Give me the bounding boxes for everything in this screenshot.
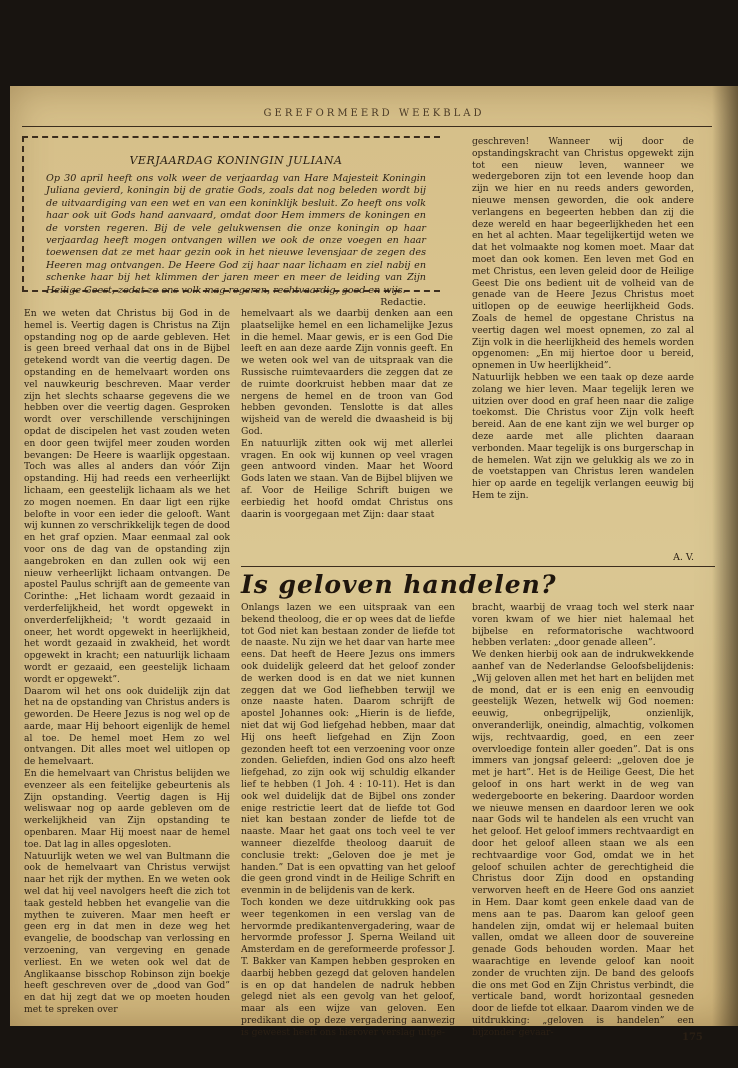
page-edge-shadow: [712, 86, 738, 1026]
announcement-body: [46, 173, 426, 309]
running-head: GEREFORMEERD WEEKBLAD: [263, 108, 485, 119]
article2-headline: Is geloven handelen?: [241, 570, 557, 599]
page-number: 175: [682, 1032, 703, 1043]
section-rule: [241, 566, 715, 567]
announcement-signature: Redactie.: [380, 297, 426, 309]
article2-column-1: Onlangs lazen we een uitspraak van een bekend theoloog, die er op wees dat de liefde tot God niet kan bestaan zonder de liefde tot de naaste. Nu zijn we het daar van harte mee eens. Dat heeft de Heere Jezus ons immers ook duidelijk geleerd dat het geloof zonder de werken dood is en dat we niet kunnen zeggen dat we God liefhebben terwijl we onze naaste haten. Daarom schrijft de apostel Johannes ook: „Hierin is de liefde, niet dat wij God liefgehad hebben, maar dat Hij ons heeft liefgehad en Zijn Zoon gezonden heeft tot een verzoening voor onze zonden. Geliefden, indien God ons alzo heeft liefgehad, zo zijn ook wij schuldig elkander lief te hebben (1 Joh. 4 : 10-11). Het is dan ook wel duidelijk dat de Bijbel ons zonder enige restrictie leert dat de liefde tot God niet kan bestaan zonder de liefde tot de naaste. Maar het gaat ons toch veel te ver wanneer diezelfde theoloog daaruit de conclusie trekt: „Geloven doe je met je handen.” Dat is een opvatting van het geloof die geen grond vindt in de Heilige Schrift en evenmin in de belijdenis van de kerk. Toch konden we deze uitdrukking ook pas weer tegenkomen in een verslag van de hervormde predikantenvergadering, waar de hervormde professor J. Sperna Weiland uit Amsterdam en de gereformeerde professor J. T. Bakker van Kampen hebben gesproken en daarbij hebben gezegd dat geloven handelen is en op dat handelen de nadruk hebben gelegd niet als een gevolg van het geloof, maar als een wijze van geloven. Een predikant die op deze vergadering aanwezig is geweest heeft ons hierover verslag uitge-: [241, 602, 455, 1038]
article1-signature: A. V.: [673, 552, 694, 563]
announcement-text: Op 30 april heeft ons volk weer de verjaardag van Hare Majesteit Koningin Juliana gevierd, koningin bij de gratie Gods, zoals dat nog beleden wordt bij de uitvaardiging van een wet en van een koninklijk besluit. Zo heeft ons volk haar ook uit Gods hand aanvaard, omdat door Hem immers de koningen en de vorsten regeren. Bij de vele gelukwensen die onze koningin op haar verjaardag heeft mogen ontvangen willen we ook de onze voegen en haar toewensen dat ze met haar gezin ook in het nieuwe levensjaar de zegen des Heeren mag ontvangen. De Heere God zij haar naar lichaam en ziel nabij en schenke haar bij het klimmen der jaren meer en meer de leiding van Zijn Heilige Geest, zodat ze ons volk mag regeren, rechtvaardig, goed en wijs.: [46, 173, 426, 296]
top-rule: [22, 126, 712, 127]
article1-column-1: En we weten dat Christus bij God in de hemel is. Veertig dagen is Christus na Zijn opstanding nog op de aarde gebleven. Het is geen breed verhaal dat ons in de Bijbel getekend wordt van die veertig dagen. De opstanding en de hemelvaart worden ons vel nauwkeurig beschreven. Maar verder zijn het slechts schaarse gegevens die we hebben over die veertig dagen. Gesproken wordt over verschillende verschijningen opdat de discipelen het vast zouden weten en door geen twijfel meer zouden worden bevangen: De Heere is waarlijk opgestaan. Toch was alles al anders dan vóór Zijn opstanding. Hij had reeds een verheerlijkt lichaam, een geestelijk lichaam als we het zo mogen noemen. En daar ligt een rijke belofte in voor een ieder die gelooft. Want wij kunnen zo verschrikkelijk tegen de dood en het graf opzien. Maar eenmaal zal ook voor ons de dag van de opstanding zijn aangebroken en dan zullen ook wij een nieuw verheerlijkt lichaam ontvangen. De apostel Paulus schrijft aan de gemeente van Corinthe: „Het lichaam wordt gezaaid in verderfelijkheid, het wordt opgewekt in onverderfelijkheid; 't wordt gezaaid in oneer, het wordt opgewekt in heerlijkheid, het wordt gezaaid in zwakheid, het wordt opgewekt in kracht; een natuurlijk lichaam wordt er gezaaid, een geestelijk lichaam wordt er opgewekt”. Daarom wil het ons ook duidelijk zijn dat het na de opstanding van Christus anders is geworden. De Heere Jezus is nog wel op de aarde, maar Hij behoort eigenlijk de hemel al toe. De hemel moet Hem zo wel ontvangen. Dit alles moet wel uitlopen op de hemelvaart. En die hemelvaart van Christus belijden we evenzeer als een feitelijke gebeurtenis als Zijn opstanding. Veertig dagen is Hij weliswaar nog op aarde gebleven om de werkelijkheid van Zijn opstanding te openbaren. Maar Hij moest naar de hemel toe. Dat lag in alles opgesloten. Natuurlijk weten we wel van Bultmann die ook de hemelvaart van Christus verwijst naar het rijk der mythen. En we weten ook wel dat hij veel navolgers heeft die zich tot taak gesteld hebben het evangelie van die mythen te zuiveren. Maar men heeft er geen erg in dat men in deze weg het evangelie, de boodschap van verlossing en verzoening, van vergeving en genade verliest. En we weten ook wel dat de Anglikaanse bisschop Robinson zijn boekje heeft geschreven over de „dood van God” en dat hij zegt dat we op moeten houden met te spreken over: [24, 308, 230, 1016]
article1-column-2: hemelvaart als we daarbij denken aan een plaatselijke hemel en een lichamelijke Jezus in die hemel. Maar gewis, er is een God Die leeft en aan deze aarde Zijn vonnis geeft. En we weten ook wel van de uitspraak van die Russische ruimtevaarders die zeggen dat ze de ruimte doorkruist hebben maar dat ze nergens de hemel en de troon van God hebben gevonden. Tenslotte is dat alles wijsheid van de wereld die dwaasheid is bij God. En natuurlijk zitten ook wij met allerlei vragen. En ook wij kunnen op veel vragen geen antwoord vinden. Maar het Woord Gods laten we staan. Van de Bijbel blijven we af. Voor de Heilige Schrift buigen we eerbiedig het hoofd omdat Christus ons daarin is voorgegaan met Zijn: daar staat: [241, 308, 453, 520]
newspaper-page: [10, 86, 738, 1043]
article1-column-3: geschreven! Wanneer wij door de opstandingskracht van Christus opgewekt zijn tot een nieuw leven, wanneer we wedergeboren zijn tot een levende hoop dan zijn we hier en nu reeds anders geworden, nieuwe mensen geworden, die ook andere verlangens en begeerten hebben dan zij die deze wereld en haar begeerlijkheden het een en het al achten. Maar tegelijkertijd weten we dat het volmaakte nog komen moet. Maar dat moet dan ook komen. Een leven met God en met Christus, een leven geleid door de Heilige Geest Die ons bedient uit de volheid van de genade van de Heere Jezus Christus moet uitlopen op de eeuwige heerlijkheid Gods. Zoals de hemel de opgestane Christus na veertig dagen wel moest opnemen, zo zal al Zijn volk in die heerlijkheid des hemels worden opgenomen: „En mij hiertoe door u bereid, opnemen in Uw heerlijkheid”. Natuurlijk hebben we een taak op deze aarde zolang we hier leven. Maar tegelijk leren we uitzien over dood en graf heen naar die zalige toekomst. Die Christus voor Zijn volk heeft bereid. Aan de ene kant zijn we wel burger op deze aarde met alle plichten daaraan verbonden. Maar tegelijk is ons burgerschap in de hemelen. Wat zijn we gelukkig als we zo in de voetstappen van Christus leren wandelen hier op aarde en tegelijk verlangen eeuwig bij Hem te zijn.: [472, 136, 694, 501]
announcement-title: VERJAARDAG KONINGIN JULIANA: [129, 154, 343, 167]
article2-column-2: bracht, waarbij de vraag toch wel sterk naar voren kwam of we hier niet halemaal het bijbelse en reformatorische wachtwoord hebben verlaten: „door genade alleen”. We denken hierbij ook aan de indrukwekkende aanhef van de Nederlandse Geloofsbelijdenis: „Wij geloven allen met het hart en belijden met de mond, dat er is een enig en eenvoudig geestelijk Wezen, hetwelk wij God noemen: eeuwig, onbegrijpelijk, onzienlijk, onveranderlijk, oneindig, almachtig, volkomen wijs, rechtvaardig, goed, en een zeer overvloedige fontein aller goeden”. Dat is ons immers van jongsaf geleerd: „geloven doe je met je hart”. Het is de Heilige Geest, Die het geloof in ons hart werkt in de weg van wedergeboorte en bekering. Daardoor worden we nieuwe mensen en daardoor leren we ook naar Gods wil te handelen als een vrucht van het geloof. Het geloof immers rechtvaardigt en door het geloof alleen staan we als een rechtvaardige voor God, omdat we in het geloof schuilen achter de gerechtigheid die Christus door Zijn dood en opstanding verworven heeft en de Heere God ons aanziet in Hem. Daar komt geen enkele daad van de mens aan te pas. Daarom kan geloof geen handelen zijn, omdat wij er helemaal buiten vallen, omdat we alleen door de souvereine genade Gods behouden worden. Maar het waarachtige en levende geloof kan nooit zonder de vruchten zijn. De band des geloofs die ons met God en Zijn Christus verbindt, die verticale band, wordt horizontaal gesneden door de liefde tot elkaar. Daarom vinden we de uitdrukking: „geloven is handelen” een bijzonder gevaar-: [472, 602, 694, 1038]
announcement-box: [22, 136, 440, 309]
